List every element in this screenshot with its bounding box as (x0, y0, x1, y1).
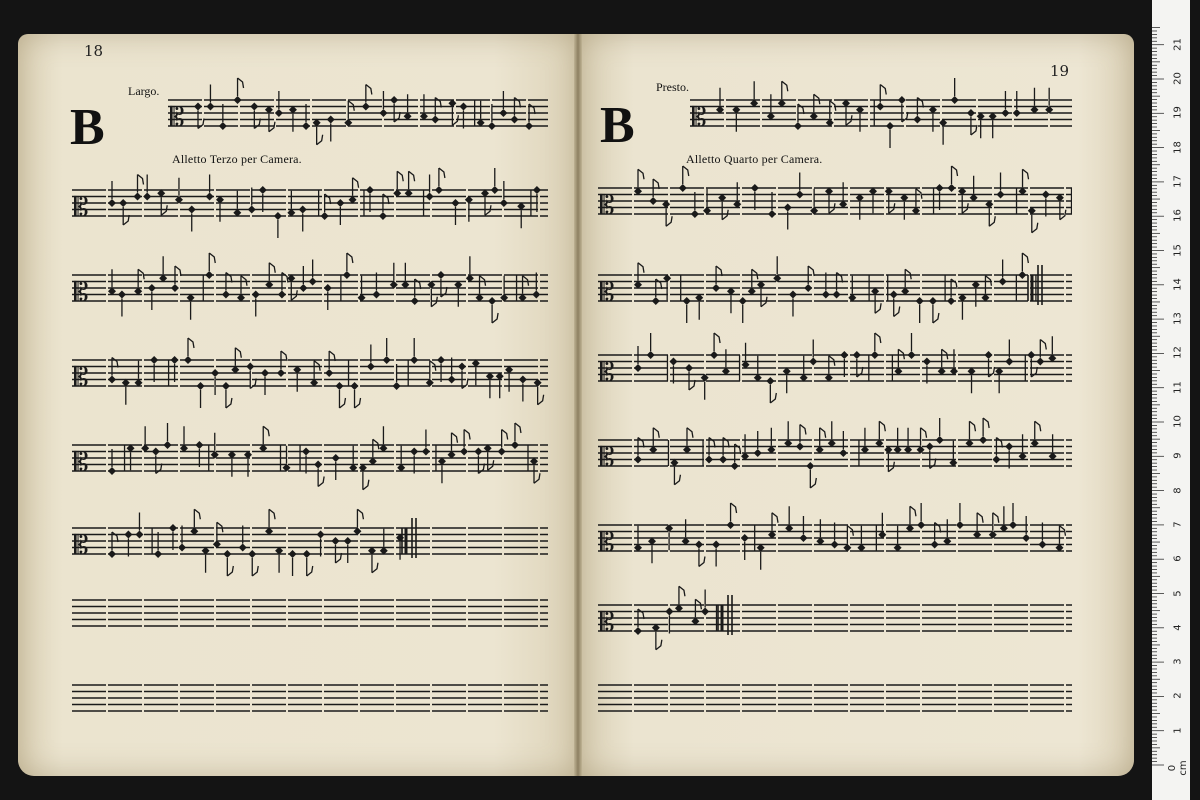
book-gutter (574, 34, 582, 776)
music-staff (598, 245, 1072, 325)
ruler-cm-label: 15 (1172, 243, 1184, 257)
ruler-cm-label: 4 (1172, 624, 1184, 631)
measurement-ruler (1152, 0, 1190, 800)
music-staff (72, 330, 548, 410)
left-initial-letter: B (70, 99, 105, 156)
left-piece-title: Alletto Terzo per Camera. (172, 152, 302, 166)
ruler-cm-label: 8 (1172, 486, 1184, 494)
ruler-cm-label: 18 (1172, 140, 1184, 154)
ruler-ticks (1152, 0, 1190, 800)
ruler-cm-label: 10 (1172, 415, 1184, 428)
ruler-cm-label: 21 (1172, 37, 1184, 51)
svg-text:𝄡: 𝄡 (600, 358, 615, 388)
ruler-cm-label: 11 (1172, 380, 1184, 394)
svg-text:𝄡: 𝄡 (74, 193, 89, 223)
right-initial-letter: B (600, 97, 635, 154)
music-staff (168, 70, 548, 150)
ruler-cm-label: 6 (1172, 555, 1184, 562)
ruler-cm-label: 14 (1172, 277, 1184, 291)
music-staff (598, 655, 1072, 735)
music-staff (72, 160, 548, 240)
music-staff (72, 498, 548, 578)
music-staff (72, 415, 548, 495)
svg-text:𝄡: 𝄡 (74, 278, 89, 308)
svg-text:𝄡: 𝄡 (170, 103, 185, 133)
svg-text:𝄡: 𝄡 (600, 443, 615, 473)
ruler-cm-label: 19 (1172, 106, 1184, 120)
svg-text:𝄡: 𝄡 (600, 528, 615, 558)
music-staff (598, 410, 1072, 490)
music-staff (598, 575, 1072, 655)
music-staff (72, 245, 548, 325)
ruler-cm-label: 17 (1172, 175, 1184, 188)
svg-text:𝄡: 𝄡 (692, 103, 707, 133)
right-tempo-marking: Presto. (656, 80, 689, 94)
svg-text:𝄡: 𝄡 (74, 448, 89, 478)
svg-text:𝄡: 𝄡 (600, 608, 615, 638)
svg-text:𝄡: 𝄡 (600, 191, 615, 221)
ruler-cm-label: 16 (1172, 209, 1184, 223)
music-staff (598, 158, 1072, 238)
ruler-cm-label: 12 (1172, 346, 1184, 360)
music-staff (598, 325, 1072, 405)
ruler-cm-label: 13 (1172, 312, 1184, 325)
ruler-cm-label: 9 (1172, 452, 1184, 459)
svg-text:𝄡: 𝄡 (74, 363, 89, 393)
music-staff (72, 570, 548, 650)
svg-text:𝄡: 𝄡 (74, 531, 89, 561)
music-staff (72, 655, 548, 735)
ruler-cm-label: 3 (1172, 658, 1184, 665)
svg-text:𝄡: 𝄡 (600, 278, 615, 308)
left-tempo-marking: Largo. (128, 84, 160, 98)
right-page-number: 19 (1050, 62, 1070, 80)
ruler-cm-label: 5 (1172, 589, 1184, 597)
ruler-cm-label: 1 (1172, 727, 1184, 734)
left-page-number: 18 (84, 42, 104, 60)
ruler-cm-label: 7 (1172, 521, 1184, 528)
ruler-cm-label: 20 (1172, 72, 1184, 85)
music-staff (690, 70, 1072, 150)
ruler-cm-label: 2 (1172, 692, 1184, 700)
music-staff (598, 495, 1072, 575)
ruler-unit-label: 0 cm (1167, 760, 1189, 776)
right-piece-title: Alletto Quarto per Camera. (686, 152, 823, 166)
